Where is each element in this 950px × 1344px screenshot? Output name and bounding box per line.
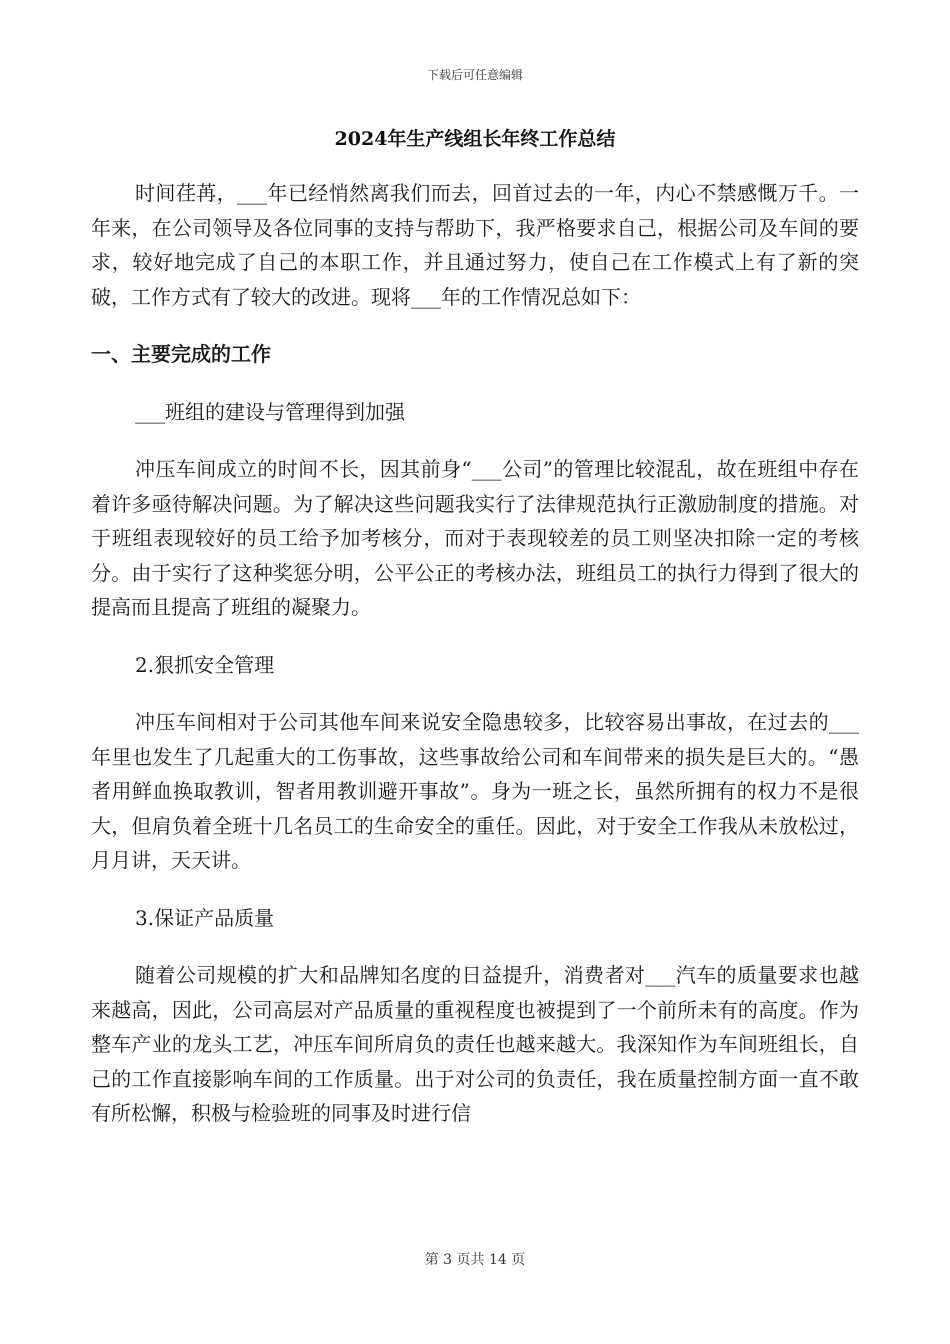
item2-heading: 2.狠抓安全管理 xyxy=(135,652,275,677)
item1-heading: ___班组的建设与管理得到加强 xyxy=(135,399,405,424)
section-heading-main-work: 一、主要完成的工作 xyxy=(91,342,271,366)
intro-paragraph: 时间荏苒，___年已经悄然离我们而去，回首过去的一年，内心不禁感慨万千。一年来，在公司领导及各位同事的支持与帮助下，我严格要求自己，根据公司及车间的要求，较好地完成了自己的本职工作，并且通过努力，使自己在工作模式上有了新的突破，工作方式有了较大的改进。现将___年的工作情况总如下： xyxy=(91,181,859,309)
item2-paragraph: 冲压车间相对于公司其他车间来说安全隐患较多，比较容易出事故，在过去的___年里也发生了几起重大的工伤事故，这些事故给公司和车间带来的损失是巨大的。“愚者用鲜血换取教训，智者用教训避开事故”。身为一班之长，虽然所拥有的权力不是很大，但肩负着全班十几名员工的生命安全的重任。因此，对于安全工作我从未放松过，月月讲，天天讲。 xyxy=(91,710,859,872)
item3-heading: 3.保证产品质量 xyxy=(135,905,275,930)
document-title: 2024年生产线组长年终工作总结 xyxy=(334,128,616,150)
page-number: 第 3 页共 14 页 xyxy=(424,1252,526,1268)
item1-paragraph: 冲压车间成立的时间不长，因其前身“___公司”的管理比较混乱，故在班组中存在着许多亟待解决问题。为了解决这些问题我实行了法律规范执行正激励制度的措施。对于班组表现较好的员工给予加考核分，而对于表现较差的员工则坚决扣除一定的考核分。由于实行了这种奖惩分明，公平公正的考核办法，班组员工的执行力得到了很大的提高而且提高了班组的凝聚力。 xyxy=(91,457,859,619)
header-note: 下载后可任意编辑 xyxy=(426,68,523,82)
item3-paragraph: 随着公司规模的扩大和品牌知名度的日益提升，消费者对___汽车的质量要求也越来越高，因此，公司高层对产品质量的重视程度也被提到了一个前所未有的高度。作为整车产业的龙头工艺，冲压车间所肩负的责任也越来越大。我深知作为车间班组长，自己的工作直接影响车间的工作质量。出于对公司的负责任，我在质量控制方面一直不敢有所松懈，积极与检验班的同事及时进行信 xyxy=(91,963,859,1125)
document-body xyxy=(91,176,859,1131)
